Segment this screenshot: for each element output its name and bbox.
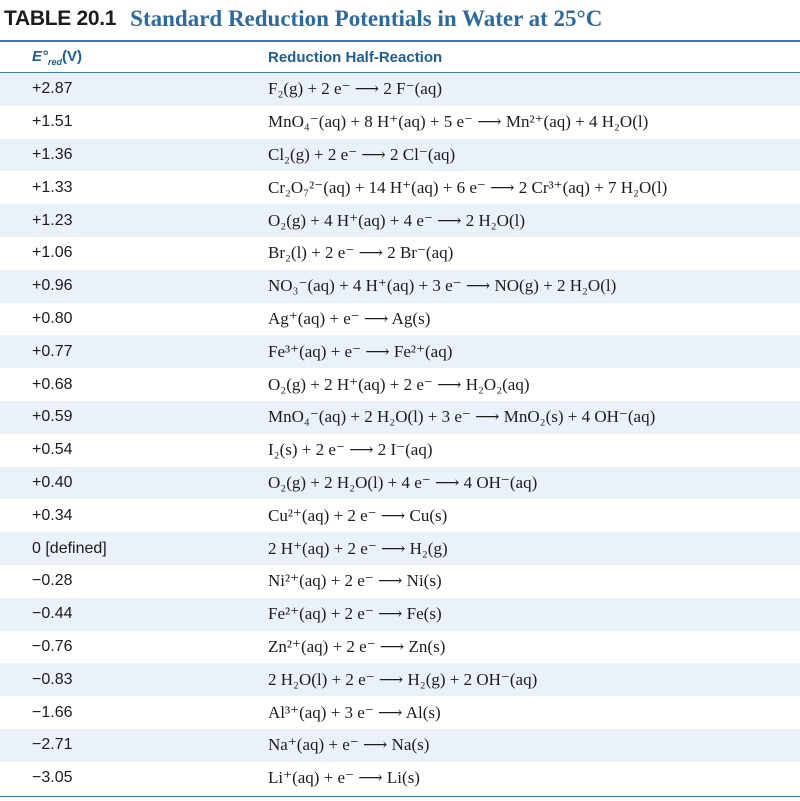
potential-cell: −2.71	[32, 736, 73, 754]
table-row	[0, 467, 800, 500]
table-row	[0, 106, 800, 139]
reaction-cell: MnO₄⁻(aq) + 8 H⁺(aq) + 5 e⁻ ⟶ Mn²⁺(aq) + 4 H₂O(l)	[268, 112, 649, 132]
reaction-cell: MnO₄⁻(aq) + 2 H₂O(l) + 3 e⁻ ⟶ MnO₂(s) + 4 OH⁻(aq)	[268, 407, 656, 427]
reduction-potentials-table	[0, 40, 800, 795]
reaction-cell: O₂(g) + 2 H⁺(aq) + 2 e⁻ ⟶ H₂O₂(aq)	[268, 374, 530, 394]
header-potential-unit: (V)	[62, 47, 83, 65]
reaction-cell: NO₃⁻(aq) + 4 H⁺(aq) + 3 e⁻ ⟶ NO(g) + 2 H₂O(l)	[268, 276, 617, 296]
table-title: Standard Reduction Potentials in Water at 25°C	[130, 6, 603, 31]
potential-cell: +1.23	[32, 211, 73, 229]
potential-cell: +0.34	[32, 506, 73, 524]
reaction-cell: Cl₂(g) + 2 e⁻ ⟶ 2 Cl⁻(aq)	[268, 144, 456, 164]
table-body	[0, 73, 800, 795]
reaction-cell: Fe²⁺(aq) + 2 e⁻ ⟶ Fe(s)	[268, 604, 442, 624]
potential-cell: +1.06	[32, 244, 73, 262]
potential-cell: −1.66	[32, 703, 73, 721]
reaction-cell: Ag⁺(aq) + e⁻ ⟶ Ag(s)	[268, 308, 431, 328]
potential-cell: −0.83	[32, 670, 73, 688]
table-row	[0, 139, 800, 172]
reaction-cell: Li⁺(aq) + e⁻ ⟶ Li(s)	[268, 768, 420, 788]
table-row	[0, 270, 800, 303]
reaction-cell: Cu²⁺(aq) + 2 e⁻ ⟶ Cu(s)	[268, 505, 448, 525]
table-row	[0, 762, 800, 795]
header-potential	[0, 48, 268, 67]
potential-cell: −0.44	[32, 605, 73, 623]
potential-cell: 0 [defined]	[32, 539, 107, 557]
table-row	[0, 532, 800, 565]
reaction-cell: Br₂(l) + 2 e⁻ ⟶ 2 Br⁻(aq)	[268, 243, 454, 263]
header-potential-subscript: red	[48, 56, 63, 67]
header-potential-symbol: E°	[32, 47, 49, 65]
reaction-cell: Ni²⁺(aq) + 2 e⁻ ⟶ Ni(s)	[268, 571, 442, 591]
table-row	[0, 303, 800, 336]
potential-cell: +0.40	[32, 473, 73, 491]
potential-cell: +0.68	[32, 375, 73, 393]
reaction-cell: Zn²⁺(aq) + 2 e⁻ ⟶ Zn(s)	[268, 636, 446, 656]
table-row	[0, 73, 800, 106]
table-row	[0, 663, 800, 696]
table-row	[0, 565, 800, 598]
reaction-cell: Fe³⁺(aq) + e⁻ ⟶ Fe²⁺(aq)	[268, 341, 453, 361]
potential-cell: −0.76	[32, 637, 73, 655]
reaction-cell: F₂(g) + 2 e⁻ ⟶ 2 F⁻(aq)	[268, 79, 442, 99]
reaction-cell: 2 H⁺(aq) + 2 e⁻ ⟶ H₂(g)	[268, 538, 448, 558]
table-row	[0, 335, 800, 368]
potential-cell: +1.36	[32, 145, 73, 163]
table-row	[0, 696, 800, 729]
table-row	[0, 598, 800, 631]
potential-cell: +1.33	[32, 178, 73, 196]
table-title-bar	[0, 0, 800, 38]
table-header-row	[0, 40, 800, 73]
reaction-cell: I₂(s) + 2 e⁻ ⟶ 2 I⁻(aq)	[268, 440, 433, 460]
table-row	[0, 171, 800, 204]
table-bottom-rule	[0, 796, 800, 797]
reaction-cell: Cr₂O₇²⁻(aq) + 14 H⁺(aq) + 6 e⁻ ⟶ 2 Cr³⁺(aq) + 7 H₂O(l)	[268, 177, 668, 197]
potential-cell: +0.80	[32, 309, 73, 327]
reaction-cell: 2 H₂O(l) + 2 e⁻ ⟶ H₂(g) + 2 OH⁻(aq)	[268, 669, 538, 689]
table-row	[0, 499, 800, 532]
potential-cell: +0.96	[32, 277, 73, 295]
potential-cell: −3.05	[32, 769, 73, 787]
table-number: TABLE 20.1	[4, 7, 117, 30]
table-row	[0, 434, 800, 467]
header-reaction: Reduction Half-Reaction	[268, 48, 443, 66]
table-row	[0, 401, 800, 434]
potential-cell: +1.51	[32, 113, 73, 131]
potential-cell: +2.87	[32, 80, 73, 98]
reaction-cell: Al³⁺(aq) + 3 e⁻ ⟶ Al(s)	[268, 702, 441, 722]
potential-cell: +0.59	[32, 408, 73, 426]
table-row	[0, 631, 800, 664]
potential-cell: +0.77	[32, 342, 73, 360]
reaction-cell: O₂(g) + 4 H⁺(aq) + 4 e⁻ ⟶ 2 H₂O(l)	[268, 210, 525, 230]
potential-cell: +0.54	[32, 441, 73, 459]
table-row	[0, 237, 800, 270]
reaction-cell: Na⁺(aq) + e⁻ ⟶ Na(s)	[268, 735, 430, 755]
table-row	[0, 204, 800, 237]
potential-cell: −0.28	[32, 572, 73, 590]
reaction-cell: O₂(g) + 2 H₂O(l) + 4 e⁻ ⟶ 4 OH⁻(aq)	[268, 472, 538, 492]
table-row	[0, 368, 800, 401]
table-row	[0, 729, 800, 762]
